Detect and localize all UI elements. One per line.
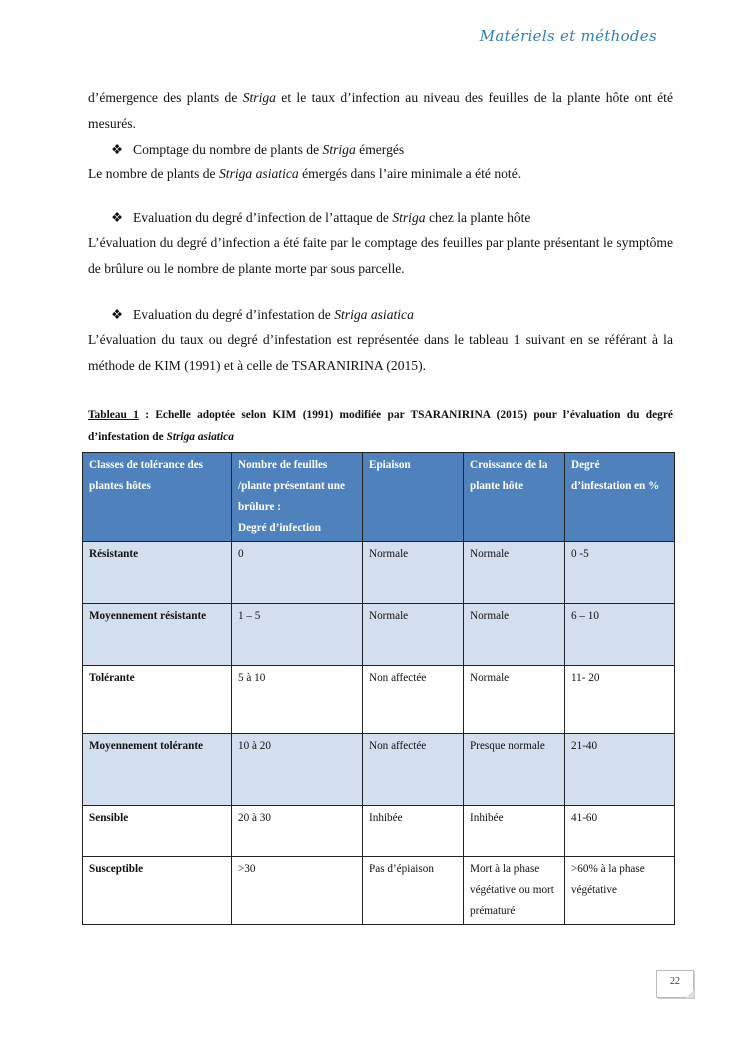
cell-croissance: Normale — [464, 666, 565, 734]
cell-classe: Tolérante — [83, 666, 232, 734]
cell-infection: 10 à 20 — [232, 734, 363, 806]
diamond-bullet-icon: ❖ — [111, 307, 124, 322]
table-row — [83, 666, 675, 734]
bullet-degre-infection: ❖ Evaluation du degré d’infection de l’attaque de Striga chez la plante hôte — [111, 210, 531, 225]
cell-infestation: 0 -5 — [565, 542, 675, 604]
header-classes: Classes de tolérance des plantes hôtes — [83, 453, 232, 542]
cell-epiaison: Pas d’épiaison — [363, 857, 464, 925]
table-row — [83, 604, 675, 666]
cell-epiaison: Normale — [363, 604, 464, 666]
cell-epiaison: Normale — [363, 542, 464, 604]
header-nombre-feuilles: Nombre de feuilles /plante présentant une brûlure : Degré d’infection — [232, 453, 363, 542]
cell-infection: 0 — [232, 542, 363, 604]
infestation-scale-table — [82, 452, 675, 925]
table-row — [83, 734, 675, 806]
paragraph-evaluation-infestation: L’évaluation du taux ou degré d’infestation est représentée dans le tableau 1 suivant en se référant à la méthode de KIM (1991) et à celle de TSARANIRINA (2015). — [88, 332, 673, 373]
paragraph-evaluation-infection: L’évaluation du degré d’infection a été faite par le comptage des feuilles par plante présentant le symptôme de brûlure ou le nombre de plante morte par sous parcelle. — [88, 235, 673, 276]
bullet-degre-infestation: ❖ Evaluation du degré d’infestation de Striga asiatica — [111, 307, 414, 322]
cell-epiaison: Inhibée — [363, 806, 464, 857]
header-croissance: Croissance de la plante hôte — [464, 453, 565, 542]
table-row — [83, 542, 675, 604]
paragraph-nombre-plants: Le nombre de plants de Striga asiatica émergés dans l’aire minimale a été noté. — [88, 166, 522, 181]
table-header-row — [83, 453, 675, 542]
cell-infection: >30 — [232, 857, 363, 925]
cell-classe: Moyennement résistante — [83, 604, 232, 666]
cell-croissance: Presque normale — [464, 734, 565, 806]
cell-infestation: >60% à la phase végétative — [565, 857, 675, 925]
table-caption: Tableau 1 : Echelle adoptée selon KIM (1991) modifiée par TSARANIRINA (2015) pour l’évaluation du degré d’infestation de Striga asiatica — [88, 409, 673, 443]
cell-epiaison: Non affectée — [363, 666, 464, 734]
cell-classe: Résistante — [83, 542, 232, 604]
cell-classe: Sensible — [83, 806, 232, 857]
paragraph-emergence: d’émergence des plants de Striga et le taux d’infection au niveau des feuilles de la plante hôte ont été mesurés. — [88, 90, 673, 131]
cell-infection: 1 – 5 — [232, 604, 363, 666]
cell-croissance: Normale — [464, 604, 565, 666]
cell-croissance: Normale — [464, 542, 565, 604]
diamond-bullet-icon: ❖ — [111, 142, 124, 157]
cell-classe: Susceptible — [83, 857, 232, 925]
bullet-comptage: ❖ Comptage du nombre de plants de Striga émergés — [111, 142, 405, 157]
page-number: 22 — [656, 970, 694, 998]
cell-infestation: 21-40 — [565, 734, 675, 806]
page-header-title: Matériels et méthodes — [479, 27, 657, 45]
header-epiaison: Epiaison — [363, 453, 464, 542]
cell-infestation: 11- 20 — [565, 666, 675, 734]
cell-croissance: Inhibée — [464, 806, 565, 857]
cell-infection: 5 à 10 — [232, 666, 363, 734]
cell-infection: 20 à 30 — [232, 806, 363, 857]
table-row — [83, 806, 675, 857]
cell-classe: Moyennement tolérante — [83, 734, 232, 806]
cell-croissance: Mort à la phase végétative ou mort prématuré — [464, 857, 565, 925]
header-degre-infestation: Degré d’infestation en % — [565, 453, 675, 542]
table-row — [83, 857, 675, 925]
cell-epiaison: Non affectée — [363, 734, 464, 806]
diamond-bullet-icon: ❖ — [111, 210, 124, 225]
cell-infestation: 6 – 10 — [565, 604, 675, 666]
cell-infestation: 41-60 — [565, 806, 675, 857]
